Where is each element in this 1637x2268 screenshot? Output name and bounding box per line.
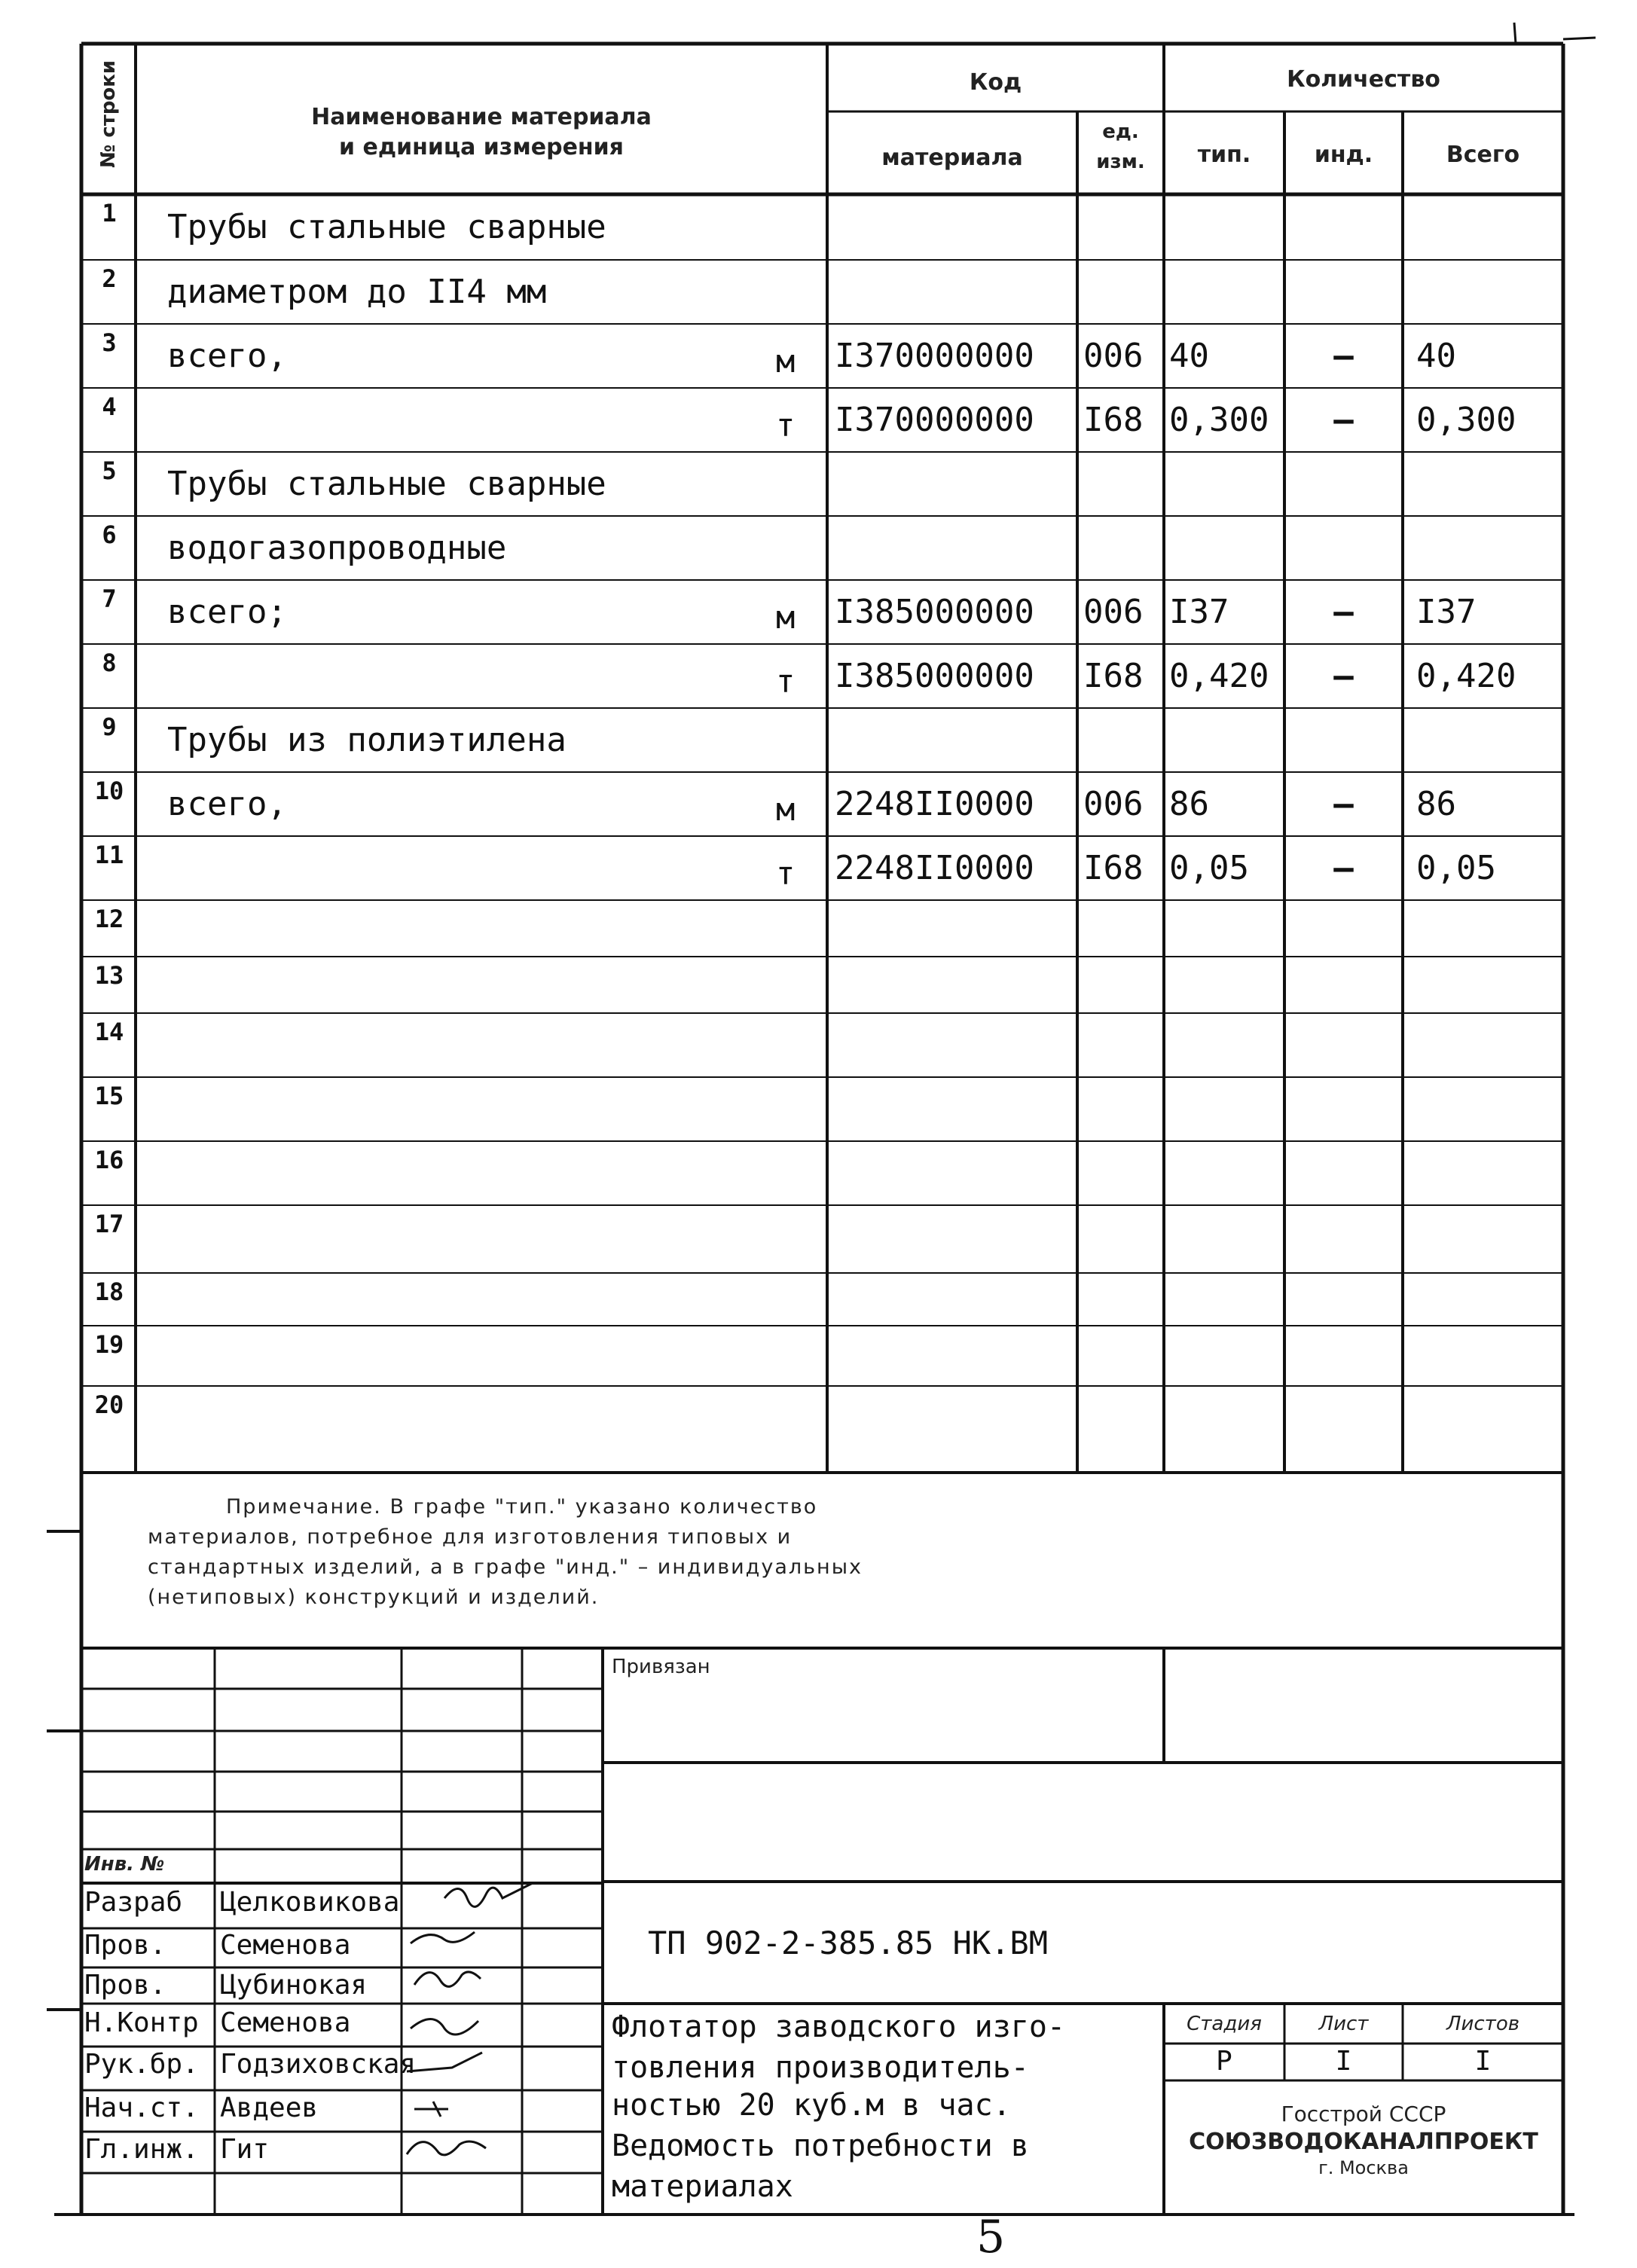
- signer-name: Авдеев: [220, 2092, 319, 2123]
- header-code-material: материала: [881, 145, 1023, 171]
- row-number: 12: [94, 905, 124, 933]
- signer-role: Разраб: [84, 1887, 183, 1918]
- signer-name: Гит: [220, 2134, 270, 2165]
- material-name: всего;: [167, 592, 287, 631]
- qty-total: 0,05: [1416, 848, 1496, 887]
- header-row-number: № строки: [97, 60, 120, 168]
- material-code: I370000000: [835, 400, 1034, 439]
- unit-code: I68: [1083, 656, 1144, 695]
- qty-typical: 40: [1169, 336, 1209, 375]
- unit-symbol: м: [776, 342, 796, 380]
- unit-symbol: м: [776, 598, 796, 636]
- signer-role: Нач.ст.: [84, 2092, 199, 2123]
- qty-individual: –: [1333, 400, 1354, 439]
- stage-value: Р: [1216, 2046, 1232, 2077]
- material-code: I370000000: [835, 336, 1034, 375]
- material-name: Трубы стальные сварные: [167, 207, 606, 246]
- header-name-line2: и единица измерения: [339, 134, 624, 160]
- doc-code: ТП 902-2-385.85 НК.ВМ: [648, 1925, 1049, 1961]
- sheets-value: I: [1474, 2046, 1492, 2077]
- signer-name: Семенова: [220, 2007, 351, 2038]
- material-name: Трубы стальные сварные: [167, 464, 606, 503]
- row-number: 1: [102, 199, 117, 227]
- qty-total: I37: [1416, 592, 1477, 631]
- stage-label: Стадия: [1187, 2013, 1262, 2035]
- row-number: 6: [102, 520, 117, 549]
- signer-name: Целковикова: [220, 1887, 400, 1918]
- qty-typical: 86: [1169, 784, 1209, 823]
- signer-role: Пров.: [84, 1930, 166, 1961]
- row-number: 20: [94, 1390, 124, 1419]
- header-quantity: Количество: [1287, 66, 1440, 93]
- qty-typical: I37: [1169, 592, 1229, 631]
- row-number: 14: [94, 1018, 124, 1046]
- row-number: 10: [94, 777, 124, 805]
- unit-symbol: м: [776, 790, 796, 828]
- row-number: 19: [94, 1330, 124, 1359]
- title-line-5: материалах: [612, 2169, 793, 2204]
- row-number: 3: [102, 328, 117, 357]
- header-qty-ind: инд.: [1314, 142, 1373, 168]
- qty-total: 0,300: [1416, 400, 1516, 439]
- material-code: I385000000: [835, 656, 1034, 695]
- qty-individual: –: [1333, 336, 1354, 375]
- org-line-3: г. Москва: [1318, 2157, 1409, 2178]
- row-number: 15: [94, 1082, 124, 1110]
- row-number: 7: [102, 585, 117, 613]
- unit-code: I68: [1083, 848, 1144, 887]
- signer-name: Семенова: [220, 1930, 351, 1961]
- row-number: 11: [94, 841, 124, 869]
- row-number: 17: [94, 1210, 124, 1238]
- note-line-4: (нетиповых) конструкций и изделий.: [148, 1586, 600, 1609]
- row-number: 16: [94, 1146, 124, 1174]
- title-line-4: Ведомость потребности в: [612, 2129, 1029, 2163]
- qty-individual: –: [1333, 656, 1354, 695]
- sheet-value: I: [1335, 2046, 1352, 2077]
- unit-code: 006: [1083, 784, 1144, 823]
- header-code-unit-1: ед.: [1102, 121, 1139, 143]
- material-name: Трубы из полиэтилена: [167, 720, 567, 759]
- title-line-1: Флотатор заводского изго-: [612, 2010, 1066, 2044]
- row-number: 13: [94, 961, 124, 990]
- signer-role: Пров.: [84, 1970, 166, 2001]
- qty-total: 40: [1416, 336, 1456, 375]
- signer-role: Рук.бр.: [84, 2049, 199, 2080]
- unit-symbol: т: [776, 662, 796, 700]
- unit-code: 006: [1083, 592, 1144, 631]
- row-number: 4: [102, 392, 117, 421]
- qty-typical: 0,05: [1169, 848, 1249, 887]
- unit-code: I68: [1083, 400, 1144, 439]
- row-number: 18: [94, 1277, 124, 1306]
- inv-label: Инв. №: [84, 1853, 165, 1876]
- qty-individual: –: [1333, 784, 1354, 823]
- note-line-3: стандартных изделий, а в графе "инд." – индивидуальных: [148, 1555, 863, 1579]
- qty-total: 0,420: [1416, 656, 1516, 695]
- header-qty-total: Всего: [1446, 142, 1520, 168]
- material-code: 2248II0000: [835, 784, 1034, 823]
- material-name: водогазопроводные: [167, 528, 507, 567]
- material-name: всего,: [167, 336, 287, 375]
- header-qty-typ: тип.: [1197, 142, 1251, 168]
- row-number: 9: [102, 713, 117, 741]
- signer-name: Цубинокая: [220, 1970, 368, 2001]
- header-name-line1: Наименование материала: [311, 104, 652, 130]
- org-line-2: СОЮЗВОДОКАНАЛПРОЕКТ: [1189, 2129, 1538, 2155]
- material-name: всего,: [167, 784, 287, 823]
- row-number: 8: [102, 649, 117, 677]
- title-line-2: товления производитель-: [612, 2050, 1029, 2085]
- signer-name: Годзиховская: [220, 2049, 417, 2080]
- sheet-label: Лист: [1318, 2013, 1369, 2035]
- note-line-2: материалов, потребное для изготовления типовых и: [148, 1525, 793, 1549]
- header-code-unit-2: изм.: [1096, 151, 1145, 173]
- org-line-1: Госстрой СССР: [1281, 2102, 1446, 2126]
- header-code: Код: [969, 69, 1022, 96]
- unit-symbol: т: [776, 406, 796, 444]
- qty-typical: 0,420: [1169, 656, 1269, 695]
- note-line-1: Примечание. В графе "тип." указано количество: [226, 1495, 818, 1519]
- row-number: 5: [102, 456, 117, 485]
- unit-code: 006: [1083, 336, 1144, 375]
- qty-total: 86: [1416, 784, 1456, 823]
- row-number: 2: [102, 264, 117, 293]
- signer-role: Гл.инж.: [84, 2134, 199, 2165]
- material-code: I385000000: [835, 592, 1034, 631]
- material-name: диаметром до II4 мм: [167, 272, 547, 311]
- privyazan-label: Привязан: [612, 1656, 710, 1678]
- unit-symbol: т: [776, 854, 796, 892]
- qty-individual: –: [1333, 592, 1354, 631]
- qty-typical: 0,300: [1169, 400, 1269, 439]
- signature-marks: [407, 1883, 533, 2155]
- material-code: 2248II0000: [835, 848, 1034, 887]
- title-line-3: ностью 20 куб.м в час.: [612, 2088, 1011, 2123]
- page-number: 5: [976, 2211, 1006, 2263]
- sheets-label: Листов: [1446, 2013, 1520, 2035]
- signer-role: Н.Контр: [84, 2007, 199, 2038]
- qty-individual: –: [1333, 848, 1354, 887]
